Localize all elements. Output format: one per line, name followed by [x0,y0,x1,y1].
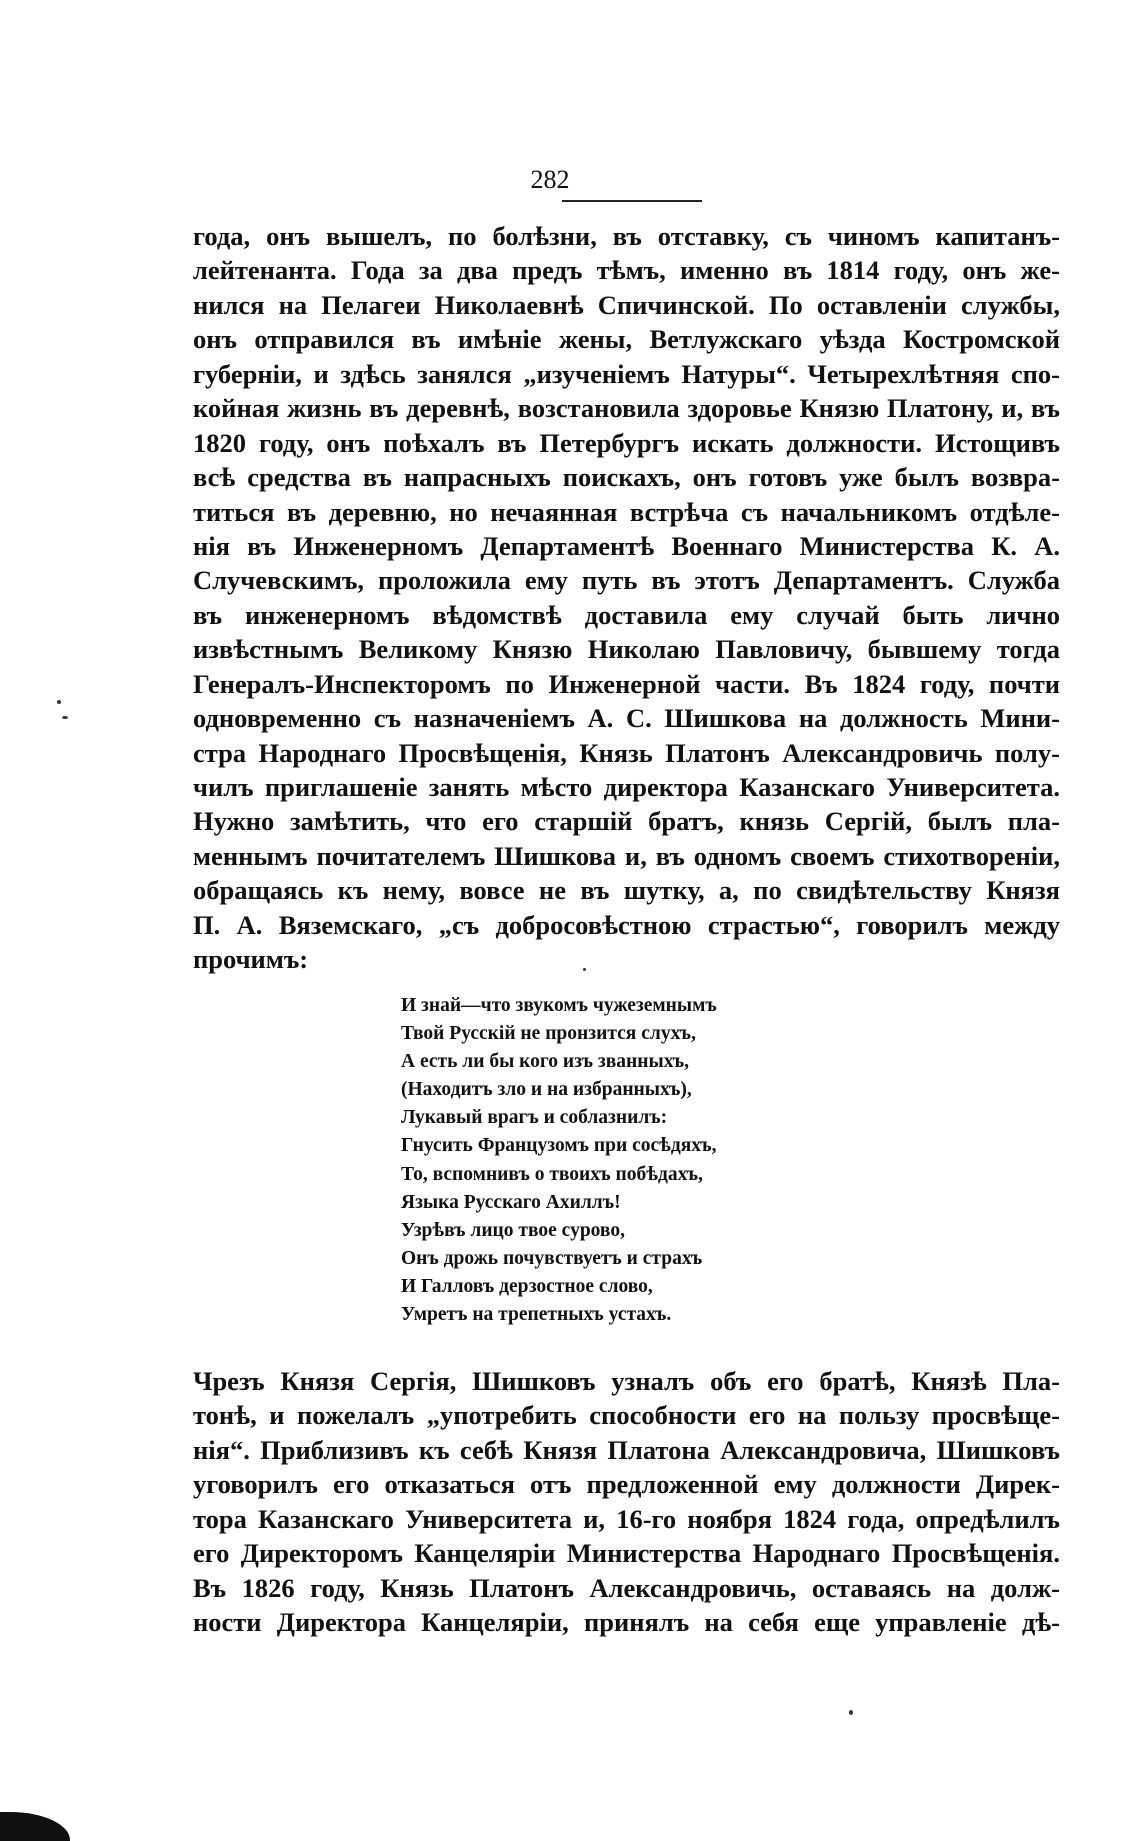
verse-line: И Галловъ дерзостное слово, [401,1275,653,1297]
verse-line: Умретъ на трепетныхъ устахъ. [401,1304,672,1326]
verse-line: (Находитъ зло и на избранныхъ), [401,1079,692,1101]
text-line: года, онъ вышелъ, по болѣзни, въ отставку, съ чиномъ капитанъ- [193,221,1060,251]
verse-line: Твой Русскій не пронзится слухъ, [401,1023,696,1045]
text-line: его Директоромъ Канцеляріи Министерства Народнаго Просвѣщенія. [193,1538,1060,1569]
text-line: прочимъ: [193,944,309,975]
text-line: нился на Пелагеи Николаевнѣ Спичинской. По оставленіи службы, [193,289,1060,320]
paragraph-2 [193,1364,1060,1640]
text-line: нія“. Приблизивъ къ себѣ Князя Платона Александровича, Шишковъ [193,1434,1060,1465]
text-line: одновременно съ назначеніемъ А. С. Шишкова на должность Мини- [193,703,1060,734]
text-line: губерніи, и здѣсь занялся „изученіемъ Натуры“. Четырехлѣтняя спо- [193,358,1060,389]
text-line: ности Директора Канцеляріи, принялъ на себя еще управленіе дѣ- [193,1607,1060,1638]
text-line: тонѣ, и пожелалъ „употребить способности его на пользу просвѣще- [193,1400,1060,1431]
text-line: въ инженерномъ вѣдомствѣ доставила ему случай быть лично [193,599,1060,630]
verse-line: Лукавый врагъ и соблазнилъ: [401,1107,668,1129]
verse-line: Языка Русскаго Ахиллъ! [401,1191,621,1213]
text-line: койная жизнь въ деревнѣ, возстановила здоровье Князю Платону, и, въ [193,393,1060,424]
verse-line: Гнусить Французомъ при сосѣдяхъ, [401,1135,717,1157]
text-line: чилъ приглашеніе занять мѣсто директора Казанскаго Университета. [193,772,1060,802]
poem-quotation [401,992,717,1329]
text-line: титься въ деревню, но нечаянная встрѣча съ начальникомъ отдѣле- [193,496,1060,527]
text-line: П. А. Вяземскаго, „съ добросовѣстною страстью“, говорилъ между [193,909,1060,940]
scan-speck [57,700,61,704]
text-line: 1820 году, онъ поѣхалъ въ Петербургъ искать должности. Истощивъ [193,427,1060,458]
text-line: Въ 1826 году, Князь Платонъ Александровичь, оставаясь на долж- [193,1572,1060,1603]
scan-speck [62,716,68,719]
verse-line: А есть ли бы кого изъ званныхъ, [401,1051,689,1073]
verse-line: То, вспомнивъ о твоихъ побѣдахъ, [401,1163,703,1185]
verse-line: И знай—что звукомъ чужеземнымъ [401,995,717,1016]
text-line: онъ отправился въ имѣніе жены, Ветлужскаго уѣзда Костромской [193,324,1060,355]
scan-speck [583,968,586,971]
verse-line: Онъ дрожь почувствуетъ и страхъ [401,1247,703,1269]
text-line: нія въ Инженерномъ Департаментѣ Военнаго Министерства К. А. [193,530,1060,561]
text-line: уговорилъ его отказаться отъ предложенной ему должности Дирек- [193,1469,1060,1500]
text-line: Чрезъ Князя Сергія, Шишковъ узналъ объ его братѣ, Князѣ Пла- [193,1366,1060,1396]
text-line: Случевскимъ, проложила ему путь въ этотъ Департаментъ. Служба [193,565,1060,596]
page-number: 282 [530,165,570,194]
text-line: лейтенанта. Года за два предъ тѣмъ, именно въ 1814 году, онъ же- [193,255,1060,286]
scan-edge-blot [0,1812,70,1841]
text-line: всѣ средства въ напрасныхъ поискахъ, онъ готовъ уже былъ возвра- [193,462,1060,493]
text-line: тора Казанскаго Университета и, 16-го ноября 1824 года, опредѣлилъ [193,1503,1060,1534]
text-line: извѣстнымъ Великому Князю Николаю Павловичу, бывшему тогда [193,634,1060,665]
scan-speck [849,1710,853,1715]
page-number-rule [562,200,702,202]
verse-line: Узрѣвъ лицо твое сурово, [401,1219,625,1241]
text-line: стра Народнаго Просвѣщенія, Князь Платонъ Александровичь полу- [193,737,1060,768]
text-line: Генералъ-Инспекторомъ по Инженерной части. Въ 1824 году, почти [193,668,1060,699]
text-line: меннымъ почитателемъ Шишкова и, въ одномъ своемъ стихотвореніи, [193,840,1060,871]
text-line: обращаясь къ нему, вовсе не въ шутку, а, по свидѣтельству Князя [193,875,1060,906]
text-line: Нужно замѣтить, что его старшій братъ, князь Сергій, былъ пла- [193,806,1060,837]
paragraph-1 [193,219,1060,977]
